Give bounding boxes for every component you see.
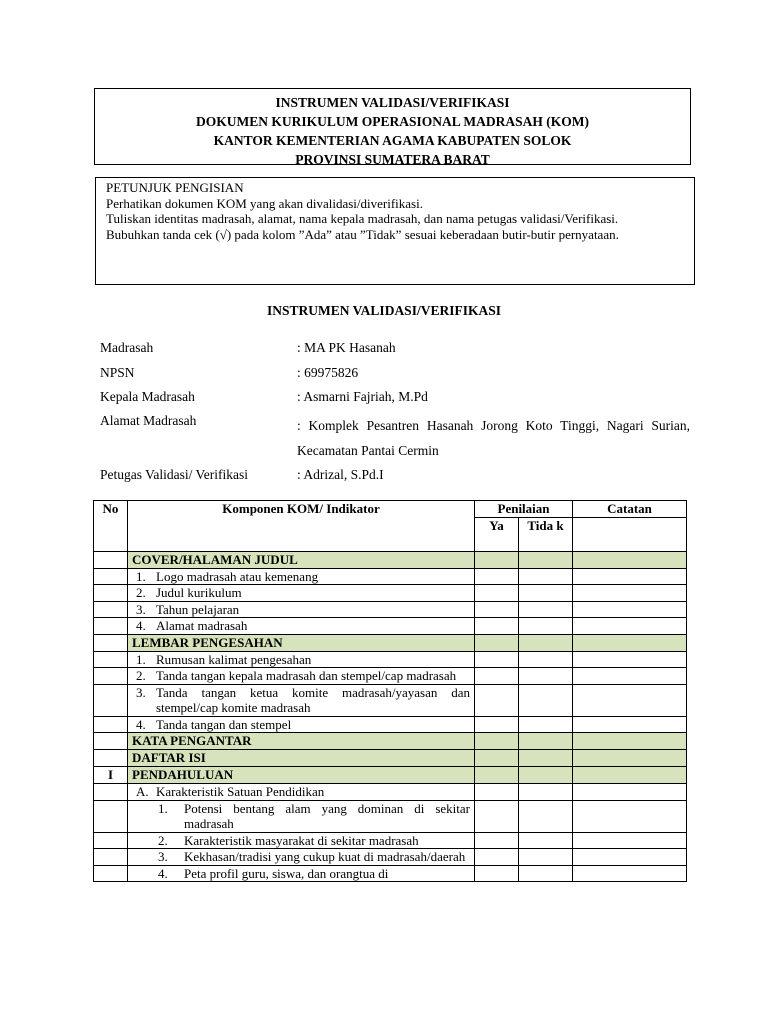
check-tidak-cell[interactable] <box>519 849 573 866</box>
table-row <box>94 849 687 866</box>
check-tidak-cell[interactable] <box>519 832 573 849</box>
instruction-2: Tuliskan identitas madrasah, alamat, nama kepala madrasah, dan nama petugas validasi/Verifikasi. <box>106 211 619 226</box>
item-number: 1. <box>136 568 146 584</box>
item-text: Karakteristik Satuan Pendidikan <box>156 784 325 799</box>
catatan-cell[interactable] <box>573 585 687 602</box>
section-title: KATA PENGANTAR <box>128 733 475 750</box>
catatan-cell[interactable] <box>573 618 687 635</box>
table-row <box>94 618 687 635</box>
check-tidak-cell[interactable] <box>519 568 573 585</box>
table-row <box>94 585 687 602</box>
check-ya-cell[interactable] <box>475 865 519 882</box>
check-tidak-cell[interactable] <box>519 668 573 685</box>
check-ya-cell[interactable] <box>475 716 519 733</box>
item-number: 2. <box>136 668 146 683</box>
section-row-cover <box>94 551 687 568</box>
identity-row-npsn <box>100 361 690 386</box>
catatan-cell[interactable] <box>573 716 687 733</box>
item-number: 4. <box>158 865 168 881</box>
document-header <box>94 88 691 165</box>
item-text: Judul kurikulum <box>156 585 242 600</box>
instrument-subtitle: INSTRUMEN VALIDASI/VERIFIKASI <box>267 303 501 318</box>
instructions-box <box>95 177 695 285</box>
header-line-3: KANTOR KEMENTERIAN AGAMA KABUPATEN SOLOK <box>213 133 572 148</box>
table-row <box>94 784 687 801</box>
kom-indicator-table <box>93 500 687 882</box>
catatan-cell[interactable] <box>573 651 687 668</box>
item-text: Logo madrasah atau kemenang <box>156 568 319 584</box>
header-tidak: Tida k <box>519 517 573 551</box>
header-ya: Ya <box>475 517 519 551</box>
item-number: A. <box>136 784 149 799</box>
item-number: 1. <box>136 651 146 667</box>
header-line-2: DOKUMEN KURIKULUM OPERASIONAL MADRASAH (KOM) <box>196 114 589 129</box>
header-line-1: INSTRUMEN VALIDASI/VERIFIKASI <box>275 95 510 110</box>
item-number: 4. <box>136 618 146 633</box>
identity-label: Petugas Validasi/ Verifikasi <box>100 466 248 482</box>
item-number: 3. <box>158 849 168 864</box>
item-number: 2. <box>136 585 146 600</box>
check-ya-cell[interactable] <box>475 800 519 832</box>
section-title: DAFTAR ISI <box>128 750 475 767</box>
item-text: Peta profil guru, siswa, dan orangtua di <box>184 865 389 881</box>
header-component: Komponen KOM/ Indikator <box>128 501 475 552</box>
item-text: Tanda tangan dan stempel <box>156 716 292 732</box>
table-row <box>94 800 687 832</box>
check-tidak-cell[interactable] <box>519 784 573 801</box>
item-text: Potensi bentang alam yang dominan di sekitar madrasah <box>184 800 470 831</box>
catatan-cell[interactable] <box>573 568 687 585</box>
section-row-daftar-isi <box>94 750 687 767</box>
instruction-1: Perhatikan dokumen KOM yang akan divalidasi/diverifikasi. <box>106 195 423 211</box>
section-row-pendahuluan <box>94 767 687 784</box>
item-text: Tanda tangan ketua komite madrasah/yayasan dan stempel/cap komite madrasah <box>156 684 470 715</box>
check-ya-cell[interactable] <box>475 784 519 801</box>
catatan-cell[interactable] <box>573 784 687 801</box>
table-row <box>94 601 687 618</box>
item-text: Alamat madrasah <box>156 618 248 633</box>
item-text: Rumusan kalimat pengesahan <box>156 651 312 667</box>
catatan-cell[interactable] <box>573 684 687 716</box>
check-ya-cell[interactable] <box>475 849 519 866</box>
catatan-cell[interactable] <box>573 865 687 882</box>
check-ya-cell[interactable] <box>475 568 519 585</box>
check-ya-cell[interactable] <box>475 832 519 849</box>
identity-row-madrasah <box>100 336 690 361</box>
item-number: 1. <box>158 800 168 816</box>
table-row <box>94 684 687 716</box>
identity-label: Kepala Madrasah <box>100 389 195 405</box>
identity-label: Madrasah <box>100 340 154 356</box>
header-no: No <box>94 501 128 552</box>
item-number: 3. <box>136 684 146 700</box>
check-tidak-cell[interactable] <box>519 684 573 716</box>
check-tidak-cell[interactable] <box>519 618 573 635</box>
catatan-cell[interactable] <box>573 832 687 849</box>
check-ya-cell[interactable] <box>475 651 519 668</box>
section-number: I <box>94 767 128 784</box>
item-number: 3. <box>136 601 146 617</box>
header-catatan: Catatan <box>573 501 687 518</box>
check-tidak-cell[interactable] <box>519 716 573 733</box>
identity-row-kepala <box>100 385 690 410</box>
item-text: Tanda tangan kepala madrasah dan stempel/cap madrasah <box>156 668 457 683</box>
catatan-cell[interactable] <box>573 668 687 685</box>
table-row <box>94 668 687 685</box>
header-line-4: PROVINSI SUMATERA BARAT <box>295 152 490 167</box>
item-number: 4. <box>136 716 146 732</box>
header-catatan-empty <box>573 517 687 551</box>
identity-value: : Komplek Pesantren Hasanah Jorong Koto Tinggi, Nagari Surian, Kecamatan Pantai Cermin <box>297 417 690 458</box>
header-penilaian: Penilaian <box>475 501 573 518</box>
identity-section <box>100 336 690 487</box>
section-title: PENDAHULUAN <box>128 767 475 784</box>
check-ya-cell[interactable] <box>475 601 519 618</box>
check-tidak-cell[interactable] <box>519 865 573 882</box>
check-tidak-cell[interactable] <box>519 601 573 618</box>
section-title: COVER/HALAMAN JUDUL <box>128 551 475 568</box>
identity-value: : 69975826 <box>297 364 359 380</box>
identity-row-petugas <box>100 463 690 488</box>
identity-label: NPSN <box>100 364 135 380</box>
identity-value: : Asmarni Fajriah, M.Pd <box>297 389 428 405</box>
identity-row-alamat <box>100 410 690 463</box>
check-ya-cell[interactable] <box>475 585 519 602</box>
check-ya-cell[interactable] <box>475 618 519 635</box>
catatan-cell[interactable] <box>573 849 687 866</box>
item-number: 2. <box>158 832 168 848</box>
check-ya-cell[interactable] <box>475 668 519 685</box>
instruction-3: Bubuhkan tanda cek (√) pada kolom ”Ada” atau ”Tidak” sesuai keberadaan butir-butir pernyataan. <box>106 226 619 242</box>
section-row-pengesahan <box>94 634 687 651</box>
catatan-cell[interactable] <box>573 601 687 618</box>
section-title: LEMBAR PENGESAHAN <box>128 634 475 651</box>
check-tidak-cell[interactable] <box>519 585 573 602</box>
identity-value: : Adrizal, S.Pd.I <box>297 466 384 482</box>
item-text: Kekhasan/tradisi yang cukup kuat di madrasah/daerah <box>184 849 466 864</box>
table-row <box>94 651 687 668</box>
table-row <box>94 865 687 882</box>
table-row <box>94 716 687 733</box>
table-row <box>94 832 687 849</box>
identity-value: : MA PK Hasanah <box>297 340 396 356</box>
check-tidak-cell[interactable] <box>519 651 573 668</box>
instructions-title: PETUNJUK PENGISIAN <box>106 180 244 195</box>
identity-label: Alamat Madrasah <box>100 412 197 428</box>
section-row-kata-pengantar <box>94 733 687 750</box>
item-text: Karakteristik masyarakat di sekitar madrasah <box>184 832 419 848</box>
item-text: Tahun pelajaran <box>156 601 240 617</box>
table-row <box>94 568 687 585</box>
check-tidak-cell[interactable] <box>519 800 573 832</box>
check-ya-cell[interactable] <box>475 684 519 716</box>
catatan-cell[interactable] <box>573 800 687 832</box>
table-header-row <box>94 501 687 518</box>
